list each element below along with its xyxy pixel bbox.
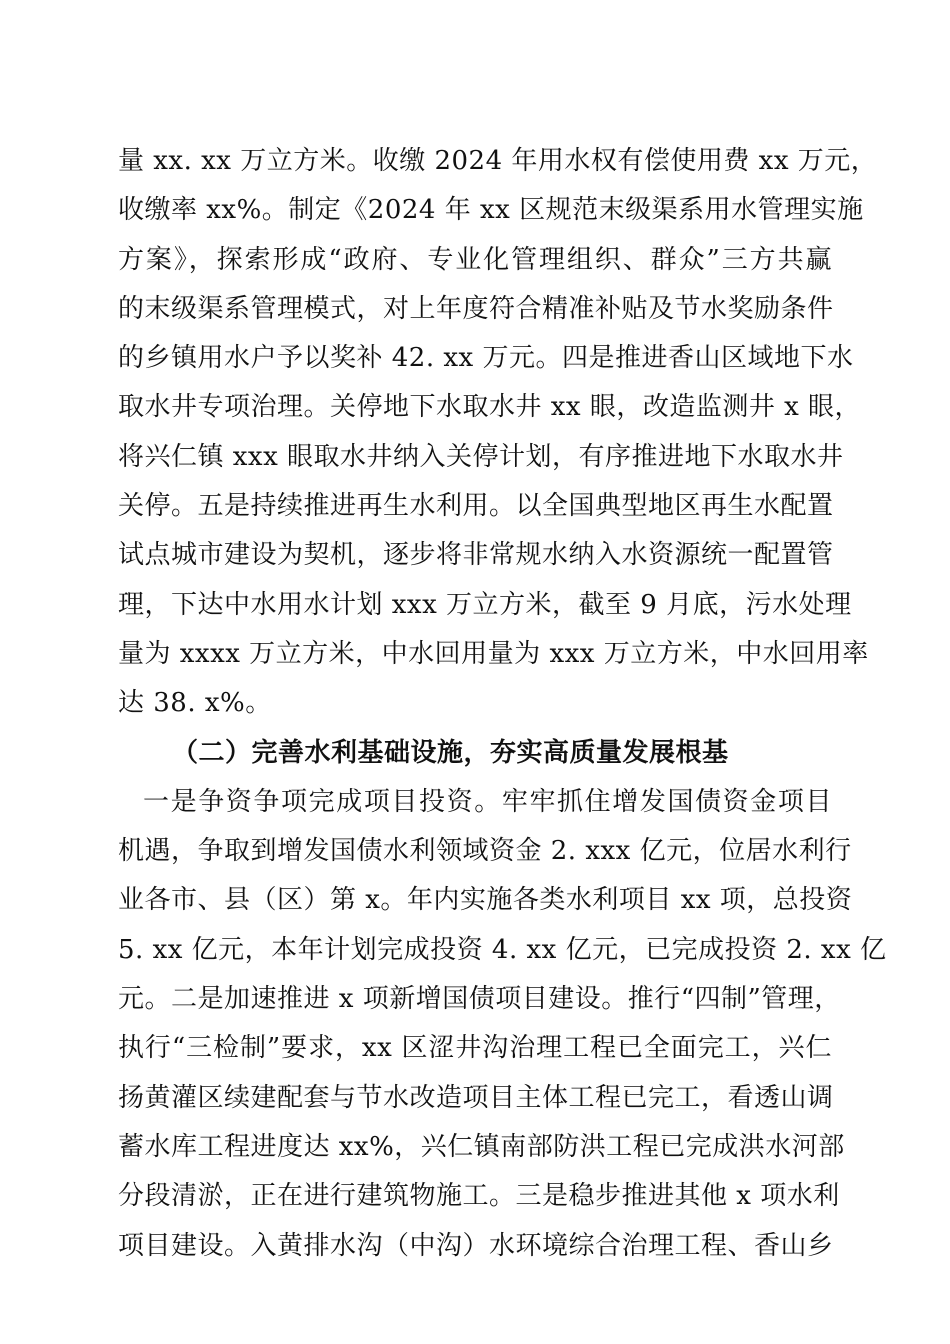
para2-line-6: 执行“三检制”要求，xx 区涩井沟治理工程已全面完工，兴仁 <box>118 1033 832 1064</box>
body-line-7: 将兴仁镇 xxx 眼取水井纳入关停计划，有序推进地下水取水井 <box>118 441 844 472</box>
body-line-2: 收缴率 xx%。制定《2024 年 xx 区规范末级渠系用水管理实施 <box>118 195 864 226</box>
section-heading: （二）完善水利基础设施，夯实高质量发展根基 <box>172 737 729 768</box>
para2-line-2: 机遇，争取到增发国债水利领域资金 2. xxx 亿元，位居水利行 <box>118 836 852 867</box>
body-line-6: 取水井专项治理。关停地下水取水井 xx 眼，改造监测井 x 眼， <box>118 392 862 423</box>
body-line-12: 达 38. x%。 <box>118 688 272 719</box>
para2-line-10: 项目建设。入黄排水沟（中沟）水环境综合治理工程、香山乡 <box>118 1230 834 1261</box>
body-line-1: 量 xx. xx 万立方米。收缴 2024 年用水权有偿使用费 xx 万元， <box>118 146 878 176</box>
para2-line-5: 元。二是加速推进 x 项新增国债项目建设。推行“四制”管理， <box>118 984 841 1015</box>
para2-line-4: 5. xx 亿元，本年计划完成投资 4. xx 亿元，已完成投资 2. xx 亿 <box>118 934 887 965</box>
body-line-8: 关停。五是持续推进再生水利用。以全国典型地区再生水配置 <box>118 491 834 522</box>
body-line-11: 量为 xxxx 万立方米，中水回用量为 xxx 万立方米，中水回用率 <box>118 638 869 669</box>
para2-line-3: 业各市、县（区）第 x。年内实施各类水利项目 xx 项，总投资 <box>118 885 853 916</box>
body-line-9: 试点城市建设为契机，逐步将非常规水纳入水资源统一配置管 <box>118 540 834 571</box>
para2-line-9: 分段清淤，正在进行建筑物施工。三是稳步推进其他 x 项水利 <box>118 1181 840 1212</box>
para2-line-8: 蓄水库工程进度达 xx%，兴仁镇南部防洪工程已完成洪水河部 <box>118 1131 845 1162</box>
para2-line-1: 一是争资争项完成项目投资。牢牢抓住增发国债资金项目 <box>143 786 832 817</box>
body-line-5: 的乡镇用水户予以奖补 42. xx 万元。四是推进香山区域地下水 <box>118 343 854 374</box>
body-line-4: 的末级渠系管理模式，对上年度符合精准补贴及节水奖励条件 <box>118 293 834 324</box>
body-line-10: 理，下达中水用水计划 xxx 万立方米，截至 9 月底，污水处理 <box>118 589 852 620</box>
document-body <box>118 141 887 1275</box>
para2-line-7: 扬黄灌区续建配套与节水改造项目主体工程已完工，看透山调 <box>118 1082 834 1113</box>
body-line-3: 方案》，探索形成“政府、专业化管理组织、群众”三方共赢 <box>118 244 832 275</box>
